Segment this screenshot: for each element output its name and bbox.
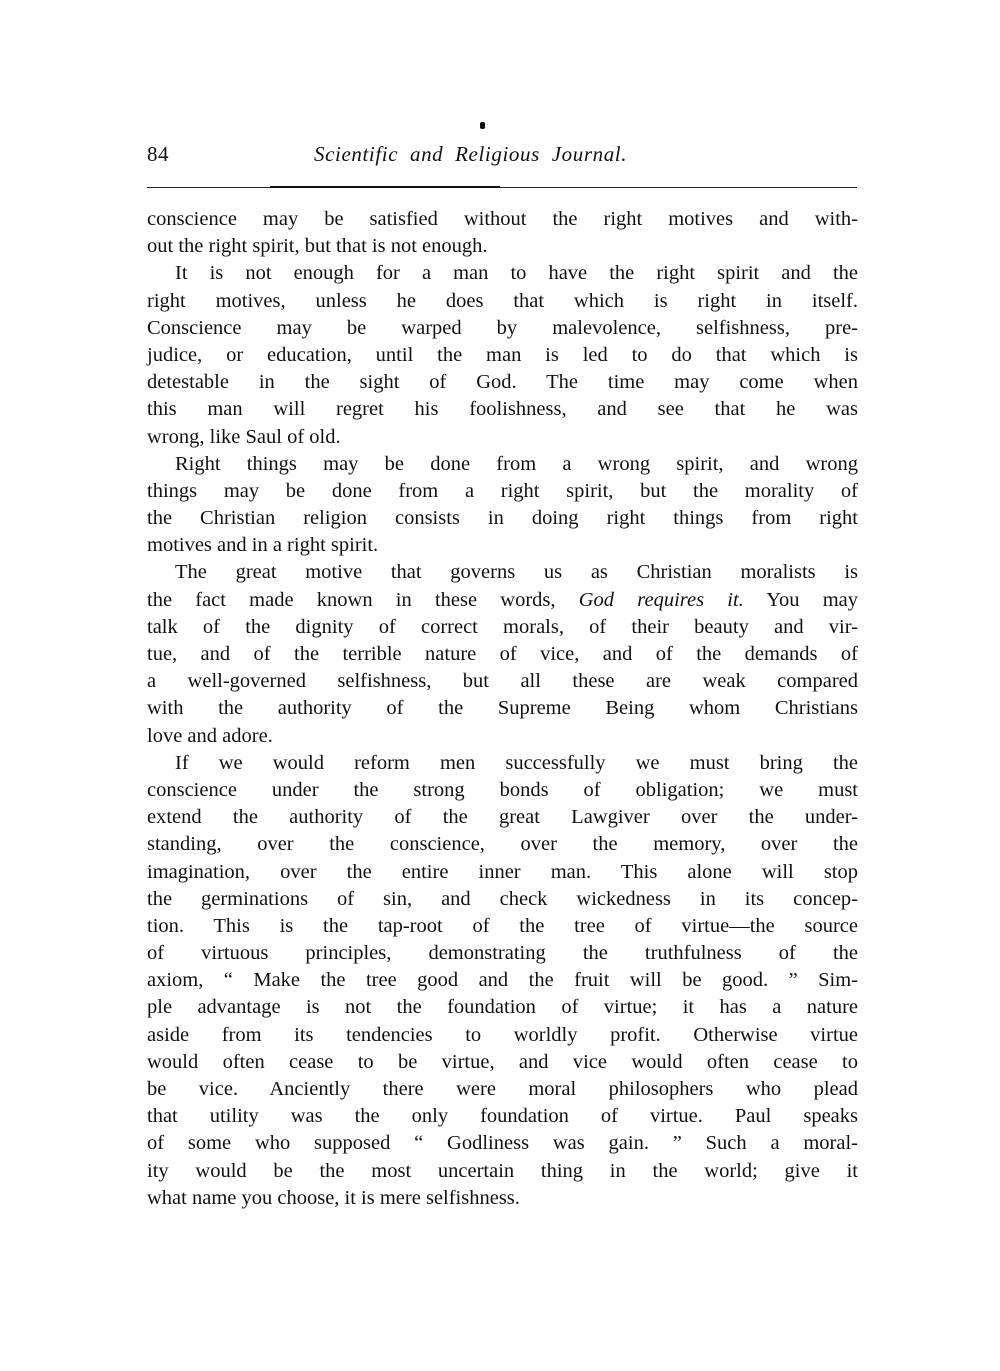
text-line: the Christian religion consists in doing right things from right — [147, 507, 858, 530]
page-number: 84 — [147, 142, 169, 166]
text-line: with the authority of the Supreme Being whom Christians — [147, 697, 858, 720]
text-line: wrong, like Saul of old. — [147, 425, 341, 448]
text-line: that utility was the only foundation of virtue. Paul speaks — [147, 1105, 858, 1128]
text-line: would often cease to be virtue, and vice would often cease to — [147, 1050, 858, 1073]
text-line: If we would reform men successfully we must bring the — [175, 751, 858, 774]
paragraph — [147, 750, 858, 1212]
text-line: love and adore. — [147, 724, 273, 747]
italic-phrase: God requires it. — [578, 588, 744, 611]
paragraph — [147, 451, 858, 560]
print-speck — [480, 122, 485, 129]
text-line: of some who supposed “ Godliness was gain. ” Such a moral- — [147, 1132, 858, 1155]
text-line: the fact made known in these words, God requires it. You may — [147, 588, 858, 611]
header-rule — [147, 187, 857, 188]
text-line: extend the authority of the great Lawgiver over the under- — [147, 806, 858, 829]
text-line: It is not enough for a man to have the right spirit and the — [175, 262, 858, 285]
text-line: conscience under the strong bonds of obligation; we must — [147, 778, 858, 801]
paragraph — [147, 260, 858, 450]
running-title: Scientific and Religious Journal. — [314, 142, 628, 166]
text-line: things may be done from a right spirit, but the morality of — [147, 479, 858, 502]
header-rule-thick-segment — [270, 186, 500, 188]
text-line: a well-governed selfishness, but all these are weak compared — [147, 670, 858, 693]
text-line: Right things may be done from a wrong spirit, and wrong — [175, 452, 858, 475]
text-line: ple advantage is not the foundation of virtue; it has a nature — [147, 996, 858, 1019]
page-header — [147, 138, 857, 172]
text-line: right motives, unless he does that which is right in itself. — [147, 289, 858, 312]
text-line: detestable in the sight of God. The time may come when — [147, 371, 858, 394]
text-line: judice, or education, until the man is led to do that which is — [147, 343, 858, 366]
body-text — [147, 206, 858, 1212]
text-line: standing, over the conscience, over the memory, over the — [147, 833, 858, 856]
text-line: motives and in a right spirit. — [147, 534, 379, 557]
text-line: what name you choose, it is mere selfishness. — [147, 1186, 520, 1209]
text-line: aside from its tendencies to worldly profit. Otherwise virtue — [147, 1023, 858, 1046]
paragraph — [147, 206, 858, 260]
text-line: The great motive that governs us as Christian moralists is — [175, 561, 858, 584]
text-line: talk of the dignity of correct morals, of their beauty and vir- — [147, 615, 858, 638]
text-line: tue, and of the terrible nature of vice, and of the demands of — [147, 643, 858, 665]
text-line: of virtuous principles, demonstrating the truthfulness of the — [147, 942, 858, 965]
text-line: this man will regret his foolishness, and see that he was — [147, 398, 858, 421]
text-line: be vice. Anciently there were moral philosophers who plead — [147, 1078, 858, 1100]
text-line: axiom, “ Make the tree good and the fruit will be good. ” Sim- — [147, 969, 858, 992]
text-line: the germinations of sin, and check wickedness in its concep- — [147, 887, 858, 910]
text-line: Conscience may be warped by malevolence, selfishness, pre- — [147, 316, 858, 339]
text-line: tion. This is the tap-root of the tree of virtue—the source — [147, 914, 858, 937]
text-line: conscience may be satisfied without the right motives and with- — [147, 208, 858, 230]
text-line: out the right spirit, but that is not enough. — [147, 235, 488, 258]
paragraph — [147, 559, 858, 749]
text-line: ity would be the most uncertain thing in the world; give it — [147, 1159, 858, 1182]
text-line: imagination, over the entire inner man. This alone will stop — [147, 860, 858, 883]
